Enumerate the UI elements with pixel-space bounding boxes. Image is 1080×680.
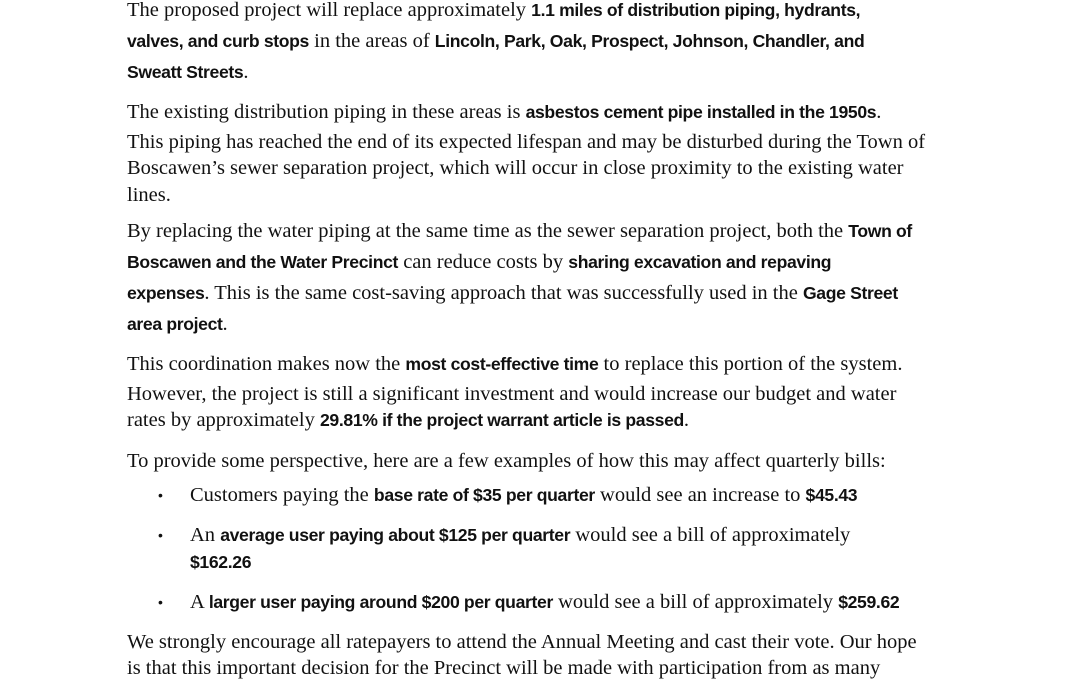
text: This coordination makes now the (127, 353, 406, 375)
bold-text: Boscawen and the Water Precinct (127, 252, 399, 272)
bold-text: Town of (848, 221, 912, 241)
paragraph-3-line-2 (127, 250, 831, 274)
text: in the areas of (309, 30, 435, 52)
bold-text: 29.81% if the project warrant article is passed (319, 410, 684, 430)
bold-text: larger user paying around $200 per quarter (208, 592, 553, 612)
paragraph-3-line-3 (127, 281, 898, 305)
paragraph-4-line-2: However, the project is still a significant investment and would increase our budget and water (127, 383, 897, 405)
text: The existing distribution piping in these areas is (127, 101, 526, 123)
text: The proposed project will replace approximately (127, 0, 532, 21)
text: Customers paying the (190, 484, 374, 506)
paragraph-1-line-2 (127, 29, 864, 53)
text: would see a bill of approximately (552, 591, 839, 613)
text: . (876, 101, 882, 123)
bullet-item-3 (190, 590, 899, 614)
bullet-item-1 (190, 483, 857, 507)
bold-text: valves, and curb stops (127, 31, 309, 51)
text: By replacing the water piping at the same time as the sewer separation project, both the (127, 220, 849, 242)
bold-text: most cost-effective time (405, 354, 599, 374)
bold-text: base rate of $35 per quarter (373, 485, 595, 505)
paragraph-2-line-3: Boscawen’s sewer separation project, which will occur in close proximity to the existing water (127, 157, 904, 179)
bold-text: $259.62 (838, 592, 900, 612)
paragraph-6-line-2: is that this important decision for the Precinct will be made with participation from as many (127, 657, 881, 679)
text: rates by approximately (127, 409, 320, 431)
bold-text: Gage Street (802, 283, 898, 303)
text: A (190, 591, 209, 613)
text: . (243, 61, 249, 83)
bold-text: Lincoln, Park, Oak, Prospect, Johnson, Chandler, and (434, 31, 865, 51)
bold-text: sharing excavation and repaving (568, 252, 832, 272)
paragraph-6-line-1: We strongly encourage all ratepayers to attend the Annual Meeting and cast their vote. Our hope (127, 631, 917, 653)
bold-text: area project (127, 314, 223, 334)
bold-text: $162.26 (190, 552, 252, 572)
paragraph-1-line-1 (127, 0, 860, 22)
bullet-item-2-line-1 (190, 523, 850, 547)
bold-text: average user paying about $125 per quarter (220, 525, 571, 545)
paragraph-4-line-1 (127, 352, 902, 376)
text: . (683, 409, 690, 431)
text: . (222, 313, 228, 335)
bold-text: $45.43 (805, 485, 858, 505)
text: . This is the same cost-saving approach that was successfully used in the (204, 282, 803, 304)
paragraph-2-line-1 (127, 100, 881, 124)
text: would see an increase to (594, 484, 806, 506)
text: can reduce costs by (398, 251, 569, 273)
paragraph-2-line-2: This piping has reached the end of its expected lifespan and may be disturbed during the Town of (127, 131, 926, 153)
bullet-item-2-line-2 (190, 550, 251, 574)
bullet-icon: • (158, 487, 163, 503)
paragraph-4-line-3 (127, 408, 689, 432)
paragraph-1-line-3 (127, 60, 248, 84)
text: An (190, 524, 221, 546)
text: would see a bill of approximately (570, 524, 851, 546)
paragraph-3-line-4 (127, 312, 228, 336)
bullet-icon: • (158, 527, 163, 543)
bold-text: Sweatt Streets (127, 62, 244, 82)
bold-text: asbestos cement pipe installed in the 1950s (525, 102, 877, 122)
paragraph-3-line-1 (127, 219, 912, 243)
paragraph-2-line-4: lines. (127, 184, 171, 206)
bold-text: expenses (127, 283, 205, 303)
paragraph-5-line-1: To provide some perspective, here are a few examples of how this may affect quarterly bills: (127, 450, 886, 472)
bold-text: 1.1 miles of distribution piping, hydrants, (531, 0, 861, 20)
text: to replace this portion of the system. (598, 353, 903, 375)
bullet-icon: • (158, 594, 163, 610)
